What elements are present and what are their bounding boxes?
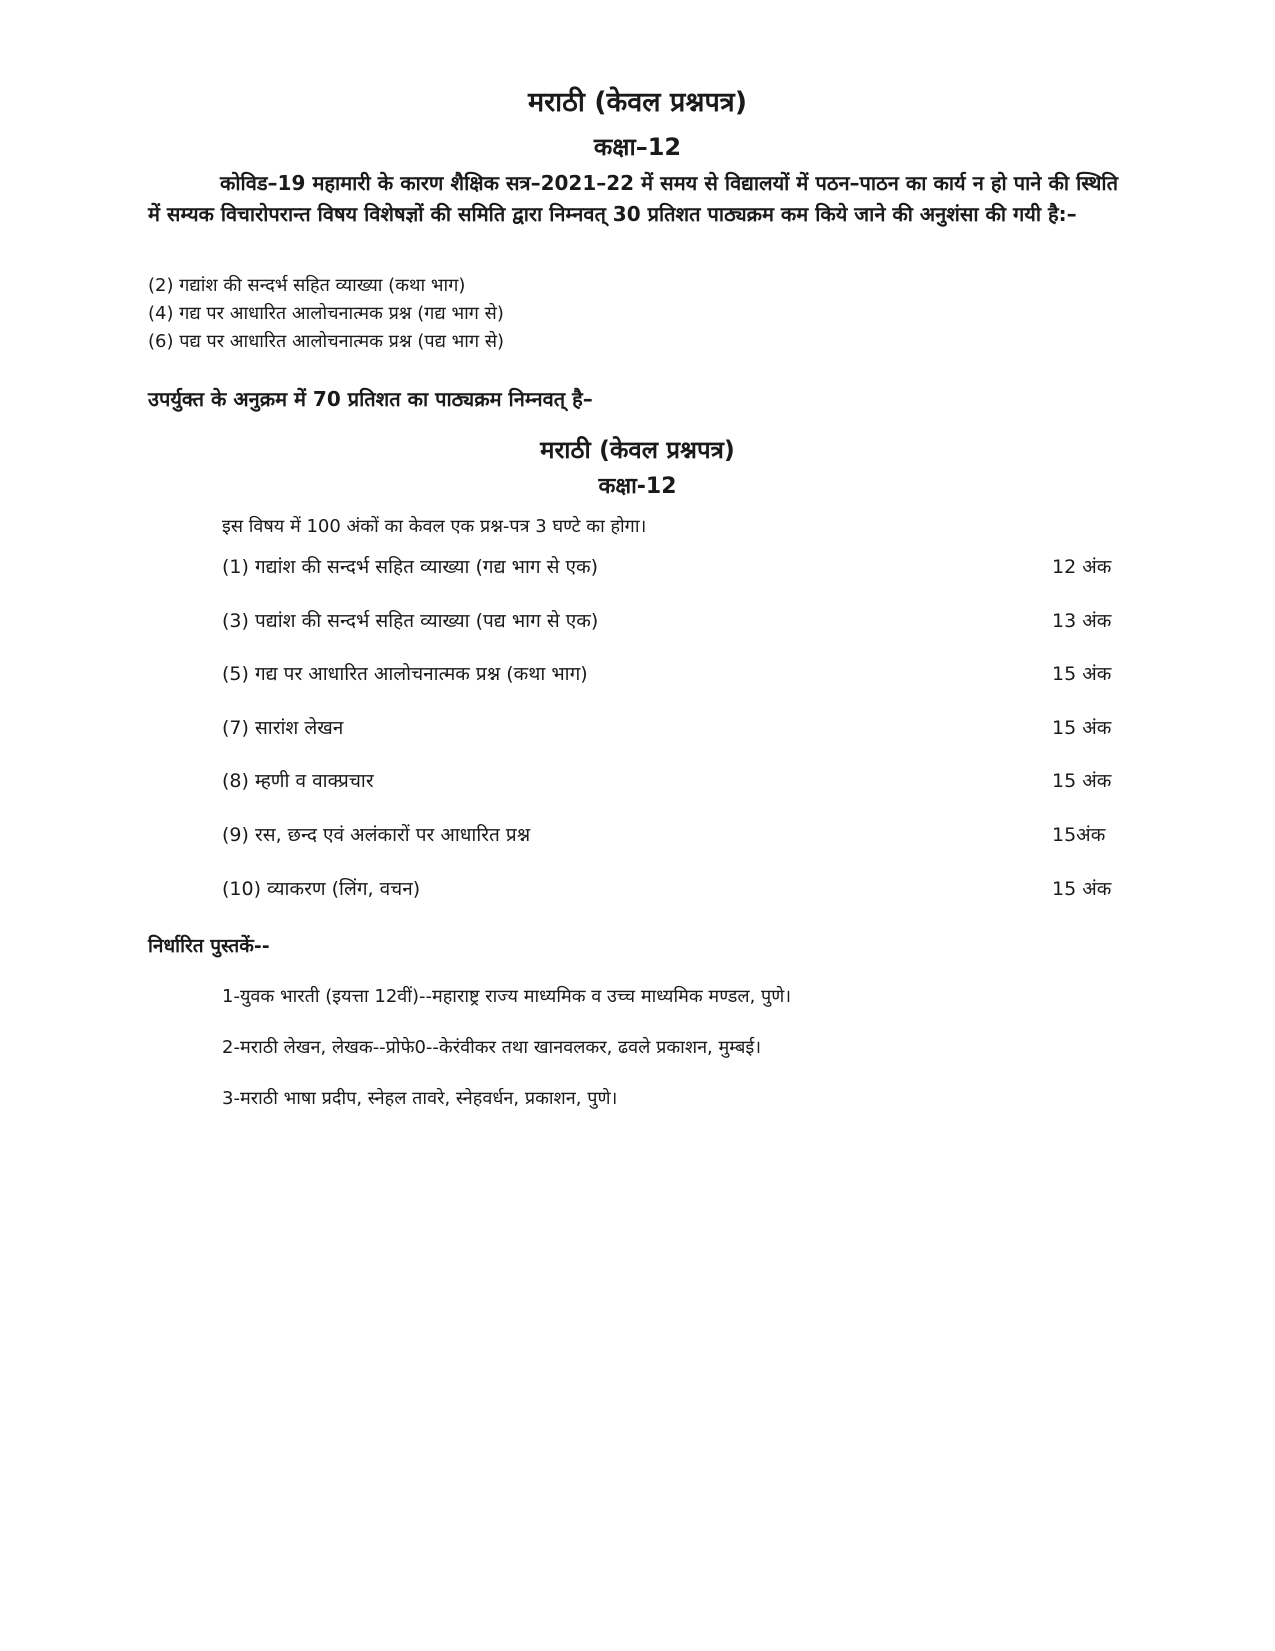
- syllabus-class: कक्षा-12: [598, 474, 677, 499]
- list-item: (4) गद्य पर आधारित आलोचनात्मक प्रश्न (गद्य भाग से): [148, 303, 504, 324]
- syllabus-topic: (9) रस, छन्द एवं अलंकारों पर आधारित प्रश्न: [222, 823, 531, 846]
- page-title: मराठी (केवल प्रश्नपत्र): [527, 87, 748, 118]
- syllabus-list: [222, 553, 1122, 928]
- syllabus-marks: 15 अंक: [1052, 877, 1112, 900]
- syllabus-row: [222, 660, 1122, 714]
- syllabus-topic: (10) व्याकरण (लिंग, वचन): [222, 877, 421, 900]
- list-item: (2) गद्यांश की सन्दर्भ सहित व्याख्या (कथा भाग): [148, 275, 466, 296]
- class-heading: कक्षा–12: [593, 133, 682, 161]
- syllabus-marks: 15 अंक: [1052, 770, 1112, 793]
- syllabus-row: [222, 607, 1122, 661]
- syllabus-marks: 15 अंक: [1052, 716, 1112, 739]
- syllabus-marks: 12 अंक: [1052, 556, 1112, 578]
- syllabus-row: [222, 714, 1122, 768]
- books-heading: निर्धारित पुस्तकें--: [148, 935, 270, 957]
- syllabus-topic: (7) सारांश लेखन: [222, 716, 344, 739]
- syllabus-topic: (1) गद्यांश की सन्दर्भ सहित व्याख्या (गद्य भाग से एक): [222, 556, 599, 578]
- syllabus-title: मराठी (केवल प्रश्नपत्र): [540, 436, 735, 464]
- syllabus-marks: 13 अंक: [1052, 609, 1112, 632]
- syllabus-topic: (8) म्हणी व वाक्प्रचार: [222, 770, 374, 793]
- book-item: 1-युवक भारती (इयत्ता 12वीं)--महाराष्ट्र राज्य माध्यमिक व उच्च माध्यमिक मण्डल, पुणे।: [222, 986, 792, 1007]
- syllabus-row: [222, 553, 1122, 607]
- syllabus-marks: 15 अंक: [1052, 663, 1112, 686]
- syllabus-topic: (5) गद्य पर आधारित आलोचनात्मक प्रश्न (कथा भाग): [222, 663, 588, 686]
- intro-paragraph: कोविड–19 महामारी के कारण शैक्षिक सत्र–2021–22 में समय से विद्यालयों में पठन–पाठन का कार्य न हो पाने की स्थिति में सम्यक विचारोपरान्त विषय विशेषज्ञों की समिति द्वारा निम्नवत् 30 प्रतिशत पाठ्यक्रम कम किये जाने की अनुशंसा की गयी है:–: [148, 171, 1118, 226]
- book-item: 2-मराठी लेखन, लेखक--प्रोफे0--केरंवीकर तथा खानवलकर, ढवले प्रकाशन, मुम्बई।: [222, 1037, 762, 1058]
- list-item: (6) पद्य पर आधारित आलोचनात्मक प्रश्न (पद्य भाग से): [148, 331, 505, 352]
- syllabus-row: [222, 875, 1122, 929]
- removed-topics-list: [148, 272, 1048, 356]
- books-list: [222, 984, 1122, 1137]
- syllabus-intro: उपर्युक्त के अनुक्रम में 70 प्रतिशत का पाठ्यक्रम निम्नवत् है–: [148, 387, 593, 411]
- syllabus-topic: (3) पद्यांश की सन्दर्भ सहित व्याख्या (पद्य भाग से एक): [222, 609, 599, 632]
- syllabus-row: [222, 821, 1122, 875]
- syllabus-marks: 15अंक: [1052, 823, 1106, 846]
- exam-statement: इस विषय में 100 अंकों का केवल एक प्रश्न-पत्र 3 घण्टे का होगा।: [222, 516, 647, 537]
- book-item: 3-मराठी भाषा प्रदीप, स्नेहल तावरे, स्नेहवर्धन, प्रकाशन, पुणे।: [222, 1088, 618, 1109]
- syllabus-row: [222, 767, 1122, 821]
